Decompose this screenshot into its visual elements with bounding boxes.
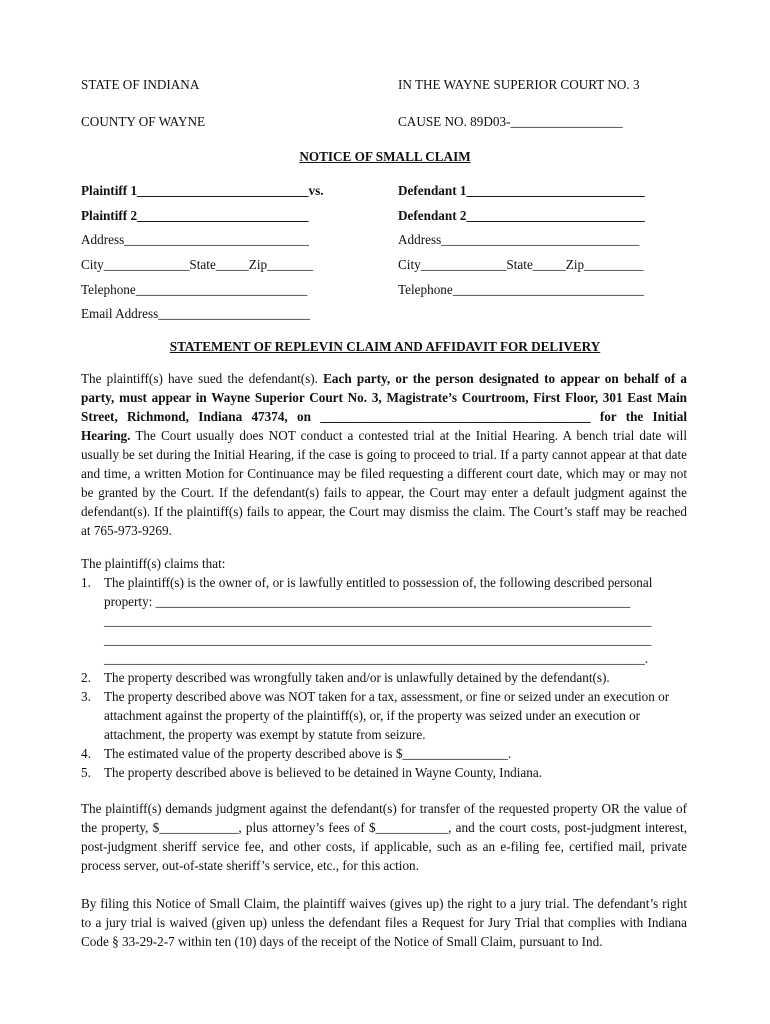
property-description-line-2[interactable]: ___________________________________________________________________________________ bbox=[104, 613, 652, 628]
plaintiff-telephone-field[interactable]: Telephone__________________________ bbox=[81, 282, 308, 297]
jury-waiver-paragraph: By filing this Notice of Small Claim, the plaintiff waives (gives up) the right to a jury trial. The defendant’s right to a jury trial is waived (given up) unless the defendant files a Request for Jury Trial that complies with Indiana Code § 33-29-2-7 within ten (10) days of the receipt of the Notice of Small Claim, pursuant to Ind. bbox=[81, 896, 687, 949]
claim-item-3: 3. The property described above was NOT taken for a tax, assessment, or fine or seized under an execution or attachment against the property of the plaintiff(s), or, if the property was seized under an execution or attachment, the property was exempt by statute from seizure. bbox=[81, 689, 670, 742]
county-heading: COUNTY OF WAYNE bbox=[81, 114, 206, 129]
claims-intro: The plaintiff(s) claims that: bbox=[81, 556, 226, 571]
claim-item-1: 1. The plaintiff(s) is the owner of, or is lawfully entitled to possession of, the following described personal property: ________________________________________________________________________ ___________________________________________________________________________________ ___________________________________________________________________________________ __________________________________________________________________________________. bbox=[81, 573, 689, 668]
defendant-address-field[interactable]: Address______________________________ bbox=[398, 232, 640, 247]
property-description-line-3[interactable]: ___________________________________________________________________________________ bbox=[104, 632, 652, 647]
defendant-city-state-zip-field[interactable]: City_____________State_____Zip_________ bbox=[398, 257, 644, 272]
plaintiff-address-field[interactable]: Address____________________________ bbox=[81, 232, 309, 247]
property-description-line-4[interactable]: __________________________________________________________________________________. bbox=[104, 651, 648, 666]
cause-number-field[interactable]: CAUSE NO. 89D03-_________________ bbox=[398, 114, 623, 129]
estimated-value-field[interactable]: The estimated value of the property described above is $________________. bbox=[104, 746, 512, 761]
defendant-telephone-field[interactable]: Telephone_____________________________ bbox=[398, 282, 644, 297]
initial-hearing-paragraph: The plaintiff(s) have sued the defendant(s). Each party, or the person designated to appear on behalf of a party, must appear in Wayne Superior Court No. 3, Magistrate’s Courtroom, First Floor, 301 East Main Street, Richmond, Indiana 47374, on _________________________________________ for the Initial Hearing. The Court usually does NOT conduct a contested trial at the Initial Hearing. A bench trial date will usually be set during the Initial Hearing, if the case is going to proceed to trial. If a party cannot appear at that date and time, a written Motion for Continuance may be filed requesting a different court date, which may or may not be granted by the Court. If the defendant(s) fails to appear, the Court may enter a default judgment against the defendant(s). If the plaintiff(s) fails to appear, the Court may dismiss the claim. The Court’s staff may be reached at 765-973-9269. bbox=[81, 371, 687, 538]
plaintiff-city-state-zip-field[interactable]: City_____________State_____Zip_______ bbox=[81, 257, 314, 272]
defendant-2-field[interactable]: Defendant 2___________________________ bbox=[398, 208, 645, 223]
property-description-field[interactable]: property: ________________________________________________________________________ bbox=[104, 594, 631, 609]
section-title: STATEMENT OF REPLEVIN CLAIM AND AFFIDAVIT FOR DELIVERY bbox=[169, 339, 601, 354]
court-heading: IN THE WAYNE SUPERIOR COURT NO. 3 bbox=[398, 77, 640, 92]
judgment-demand-paragraph[interactable]: The plaintiff(s) demands judgment against the defendant(s) for transfer of the requested property OR the value of the property, $____________, plus attorney’s fees of $___________, and the court costs, post-judgment interest, post-judgment sheriff service fee, and other costs, if applicable, such as an e-filing fee, certified mail, private process server, out-of-state sheriff’s service, etc., for this action. bbox=[81, 801, 687, 873]
plaintiff-email-field[interactable]: Email Address_______________________ bbox=[81, 306, 310, 321]
state-heading: STATE OF INDIANA bbox=[81, 77, 200, 92]
defendant-1-field[interactable]: Defendant 1___________________________ bbox=[398, 183, 645, 198]
claim-item-4[interactable]: 4. The estimated value of the property described above is $________________. bbox=[81, 746, 512, 761]
claim-item-2: 2. The property described was wrongfully taken and/or is unlawfully detained by the defendant(s). bbox=[81, 670, 610, 685]
plaintiff-1-field[interactable]: Plaintiff 1__________________________vs. bbox=[81, 183, 324, 198]
claims-list bbox=[81, 573, 689, 782]
plaintiff-2-field[interactable]: Plaintiff 2__________________________ bbox=[81, 208, 309, 223]
claim-item-5: 5. The property described above is believed to be detained in Wayne County, Indiana. bbox=[81, 765, 543, 780]
document-title: NOTICE OF SMALL CLAIM bbox=[299, 149, 471, 164]
hearing-instructions[interactable]: Each party, or the person designated to appear on behalf of a party, must appear in Wayne Superior Court No. 3, Magistrate’s Courtroom, First Floor, 301 East Main Street, Richmond, Indiana 47374, on _________________________________________ for the Initial Hearing. bbox=[81, 371, 687, 443]
